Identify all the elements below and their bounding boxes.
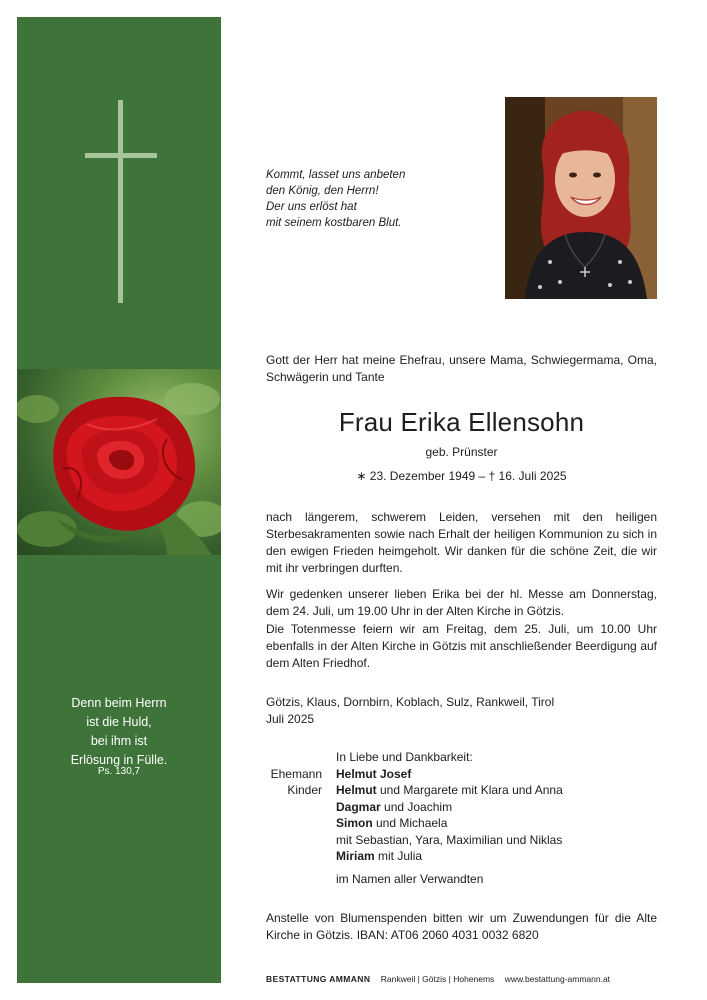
sidebar-quote-reference: Ps. 130,7 xyxy=(97,766,141,777)
portrait-photo xyxy=(505,97,657,299)
child-name: Simon xyxy=(336,816,373,830)
husband-name: Helmut Josef xyxy=(336,766,412,781)
footer xyxy=(266,974,610,984)
psalm-line: Der uns erlöst hat xyxy=(266,201,357,213)
cross-icon-horizontal xyxy=(85,153,157,158)
relatives-line: im Namen aller Verwandten xyxy=(336,871,484,886)
cross-icon-vertical xyxy=(118,100,123,303)
psalm-verse xyxy=(266,167,405,231)
paragraph-mass: Wir gedenken unserer lieben Erika bei der hl. Messe am Donnerstag, dem 24. Juli, um 19.00 Uhr in der Alten Kirche in Götzis. xyxy=(266,587,657,618)
rose-icon xyxy=(17,369,221,555)
funeral-home-website[interactable]: www.bestattung-ammann.at xyxy=(504,974,611,984)
sidebar-quote-line: bei ihm ist xyxy=(90,734,148,748)
deceased-name: Frau Erika Ellensohn xyxy=(338,407,585,437)
sidebar-panel xyxy=(17,17,221,983)
places-list: Götzis, Klaus, Dornbirn, Koblach, Sulz, Rankweil, Tirol xyxy=(266,695,555,709)
child-name: Miriam xyxy=(336,849,375,863)
child-family: und Margarete mit Klara und Anna xyxy=(376,783,563,797)
child-name: Helmut xyxy=(336,783,377,797)
survivors-heading: In Liebe und Dankbarkeit: xyxy=(336,750,473,764)
psalm-line: mit seinem kostbaren Blut. xyxy=(266,217,402,229)
rose-image xyxy=(17,369,221,555)
role-children: Kinder xyxy=(287,783,322,797)
grandchildren: mit Sebastian, Yara, Maximilian und Niklas xyxy=(336,832,563,847)
funeral-home-locations: Rankweil | Götzis | Hohenems xyxy=(380,974,495,984)
child-family: und Michaela xyxy=(372,816,448,830)
paragraph-passing: nach längerem, schwerem Leiden, versehen mit den heiligen Sterbesakramenten sowie nach Erhalt der heiligen Kommunion zu sich in den ewigen Frieden heimgeholt. Wir danken für die schöne Zeit, die wir mit ihr verbringen durften. xyxy=(266,510,657,575)
psalm-line: den König, den Herrn! xyxy=(266,185,379,197)
psalm-line: Kommt, lasset uns anbeten xyxy=(266,169,406,181)
survivors-list xyxy=(266,749,563,887)
intro-text: Gott der Herr hat meine Ehefrau, unsere Mama, Schwiegermama, Oma, Schwägerin und Tante xyxy=(266,353,657,384)
portrait-icon xyxy=(505,97,657,299)
date-line: Juli 2025 xyxy=(266,712,315,726)
sidebar-quote-line: Erlösung in Fülle. xyxy=(70,753,168,767)
paragraph-funeral: Die Totenmesse feiern wir am Freitag, dem 25. Juli, um 10.00 Uhr ebenfalls in der Alten Kirche in Götzis mit anschließender Beerdigung auf dem Alten Friedhof. xyxy=(266,622,657,670)
places-block xyxy=(266,694,554,728)
sidebar-quote xyxy=(17,694,221,770)
donation-note: Anstelle von Blumenspenden bitten wir um Zuwendungen für die Alte Kirche in Götzis. IBAN: AT06 2060 4031 0032 6820 xyxy=(266,911,657,942)
child-family: mit Julia xyxy=(374,849,423,863)
child-family: und Joachim xyxy=(380,799,453,814)
life-dates: ∗ 23. Dezember 1949 – † 16. Juli 2025 xyxy=(356,469,567,483)
child-name: Dagmar xyxy=(336,799,381,814)
sidebar-quote-line: Denn beim Herrn xyxy=(71,696,167,710)
sidebar-quote-line: ist die Huld, xyxy=(86,715,152,729)
birth-name: geb. Prünster xyxy=(425,445,498,459)
funeral-home-name: BESTATTUNG AMMANN xyxy=(266,974,371,984)
role-husband: Ehemann xyxy=(270,766,322,781)
